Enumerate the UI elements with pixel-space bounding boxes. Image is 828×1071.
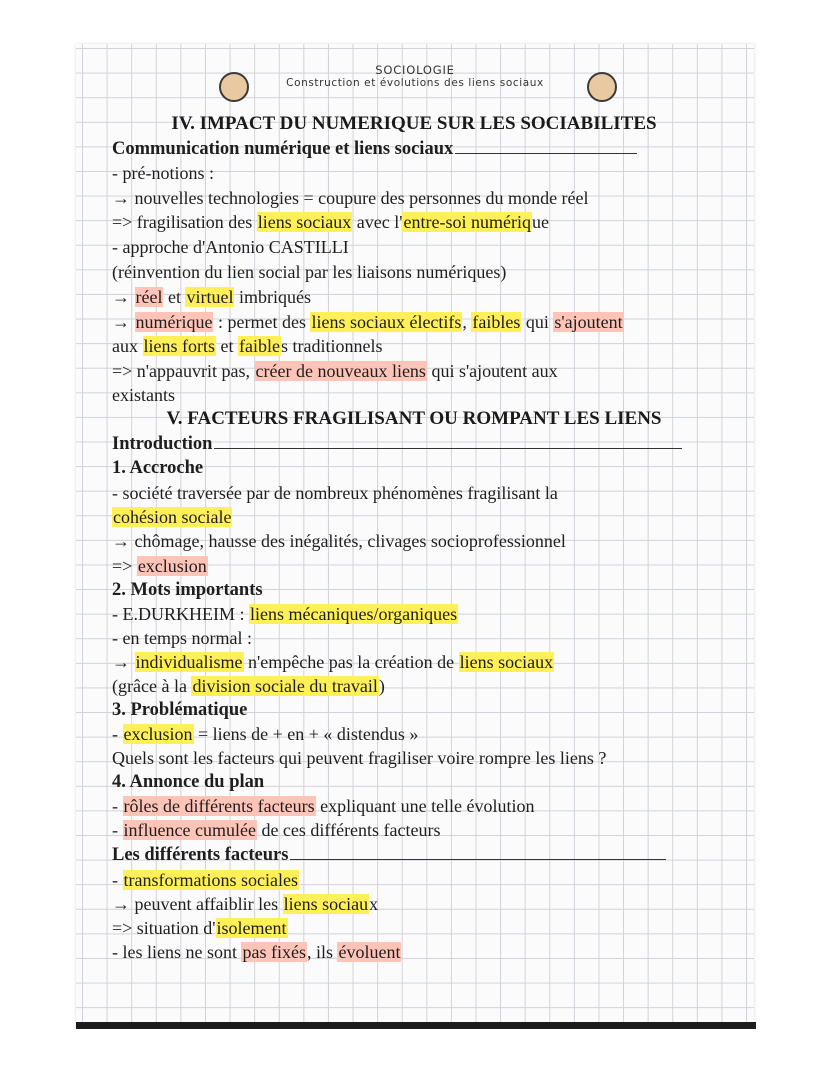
text: (grâce à la bbox=[112, 676, 192, 696]
section-5-title: V. FACTEURS FRAGILISANT OU ROMPANT LES LIENS bbox=[166, 408, 662, 429]
text: et bbox=[163, 287, 186, 307]
text: = liens de + en + « distendus » bbox=[193, 724, 419, 744]
binder-hole-right bbox=[587, 72, 617, 102]
highlight: exclusion bbox=[137, 556, 207, 576]
text: qui bbox=[521, 312, 554, 332]
text: => bbox=[112, 556, 137, 576]
highlight: faibles bbox=[472, 312, 521, 332]
text: - bbox=[112, 796, 123, 816]
highlight: liens sociaux électifs bbox=[311, 312, 462, 332]
introduction-heading bbox=[112, 433, 682, 455]
text: s traditionnels bbox=[280, 336, 383, 356]
problematique-heading: 3. Problématique bbox=[112, 700, 248, 720]
text: ue bbox=[531, 212, 549, 232]
text: x bbox=[369, 894, 379, 914]
text: , ils bbox=[306, 942, 338, 962]
text-line bbox=[112, 335, 382, 357]
text-line bbox=[112, 311, 624, 333]
text-line bbox=[112, 651, 554, 673]
text: → bbox=[112, 287, 135, 307]
text: - bbox=[112, 820, 123, 840]
text-line: existants bbox=[112, 385, 175, 405]
text: aux bbox=[112, 336, 143, 356]
text: - les liens ne sont bbox=[112, 942, 242, 962]
text: n'empêche pas la création de bbox=[243, 652, 459, 672]
section-4-title: IV. IMPACT DU NUMERIQUE SUR LES SOCIABILITES bbox=[171, 113, 657, 134]
text: → bbox=[112, 652, 135, 672]
text-line bbox=[112, 917, 288, 939]
highlight: pas fixés bbox=[242, 942, 306, 962]
highlight: exclusion bbox=[123, 724, 193, 744]
text-line bbox=[112, 603, 458, 625]
header-subject: SOCIOLOGIE bbox=[375, 63, 455, 77]
text: , bbox=[462, 312, 472, 332]
highlight: liens forts bbox=[143, 336, 215, 356]
text-line bbox=[112, 795, 535, 817]
section-4-subtitle bbox=[112, 138, 637, 160]
text: → bbox=[112, 312, 135, 332]
annonce-plan-heading: 4. Annonce du plan bbox=[112, 772, 265, 792]
text: - bbox=[112, 870, 123, 890]
text-line bbox=[112, 941, 401, 963]
page-bottom-edge bbox=[76, 1022, 756, 1029]
highlight: entre-soi numériq bbox=[403, 212, 531, 232]
text: - bbox=[112, 724, 123, 744]
text-line bbox=[112, 211, 549, 233]
text: => situation d' bbox=[112, 918, 216, 938]
heading-rule bbox=[290, 858, 666, 860]
highlight: évoluent bbox=[338, 942, 401, 962]
facteurs-heading bbox=[112, 844, 666, 866]
subtitle-text: Communication numérique et liens sociaux bbox=[112, 139, 454, 159]
highlight: liens sociau bbox=[283, 894, 369, 914]
text: expliquant une telle évolution bbox=[315, 796, 535, 816]
text-line: → nouvelles technologies = coupure des personnes du monde réel bbox=[112, 188, 589, 208]
text-line: (réinvention du lien social par les liaisons numériques) bbox=[112, 262, 507, 282]
highlight: division sociale du travail bbox=[192, 676, 378, 696]
text: => fragilisation des bbox=[112, 212, 257, 232]
text: : permet des bbox=[213, 312, 311, 332]
text-line: Quels sont les facteurs qui peuvent fragiliser voire rompre les liens ? bbox=[112, 748, 607, 768]
highlight: transformations sociales bbox=[123, 870, 298, 890]
text-line bbox=[112, 506, 232, 528]
highlight: numérique bbox=[135, 312, 213, 332]
text: - E.DURKHEIM : bbox=[112, 604, 249, 624]
highlight: réel bbox=[135, 287, 163, 307]
subtitle-rule bbox=[455, 152, 637, 154]
text-line bbox=[112, 675, 385, 697]
text: imbriqués bbox=[234, 287, 311, 307]
text: => n'appauvrit pas, bbox=[112, 361, 255, 381]
text-line bbox=[112, 869, 299, 891]
heading-text: Les différents facteurs bbox=[112, 845, 289, 865]
highlight: virtuel bbox=[186, 287, 234, 307]
text: qui s'ajoutent aux bbox=[426, 361, 558, 381]
highlight: liens mécaniques/organiques bbox=[250, 604, 458, 624]
highlight: créer de nouveaux liens bbox=[255, 361, 426, 381]
highlight: liens sociaux bbox=[257, 212, 352, 232]
text: ) bbox=[378, 676, 385, 696]
text: → peuvent affaiblir les bbox=[112, 894, 283, 914]
highlight: liens sociaux bbox=[459, 652, 554, 672]
heading-text: Introduction bbox=[112, 434, 213, 454]
highlight: cohésion sociale bbox=[113, 507, 232, 527]
text-line bbox=[112, 819, 441, 841]
text-line bbox=[112, 286, 311, 308]
text-line: - pré-notions : bbox=[112, 163, 214, 183]
text-line bbox=[112, 555, 208, 577]
text-line bbox=[112, 893, 378, 915]
header-chapter: Construction et évolutions des liens sociaux bbox=[286, 77, 544, 89]
text: de ces différents facteurs bbox=[256, 820, 441, 840]
text-line bbox=[112, 360, 558, 382]
highlight: s'ajoutent bbox=[554, 312, 623, 332]
highlight: faible bbox=[239, 336, 280, 356]
highlight: influence cumulée bbox=[123, 820, 256, 840]
text-line: - société traversée par de nombreux phénomènes fragilisant la bbox=[112, 483, 558, 503]
mots-importants-heading: 2. Mots importants bbox=[112, 580, 263, 600]
text: et bbox=[216, 336, 238, 356]
highlight: rôles de différents facteurs bbox=[123, 796, 315, 816]
text-line: - en temps normal : bbox=[112, 628, 252, 648]
highlight: individualisme bbox=[135, 652, 243, 672]
text-line bbox=[112, 723, 418, 745]
text: avec l' bbox=[352, 212, 403, 232]
heading-rule bbox=[214, 447, 682, 449]
accroche-heading: 1. Accroche bbox=[112, 458, 204, 478]
text-line: - approche d'Antonio CASTILLI bbox=[112, 237, 349, 257]
text-line: → chômage, hausse des inégalités, clivages socioprofessionnel bbox=[112, 531, 566, 551]
highlight: isolement bbox=[216, 918, 287, 938]
